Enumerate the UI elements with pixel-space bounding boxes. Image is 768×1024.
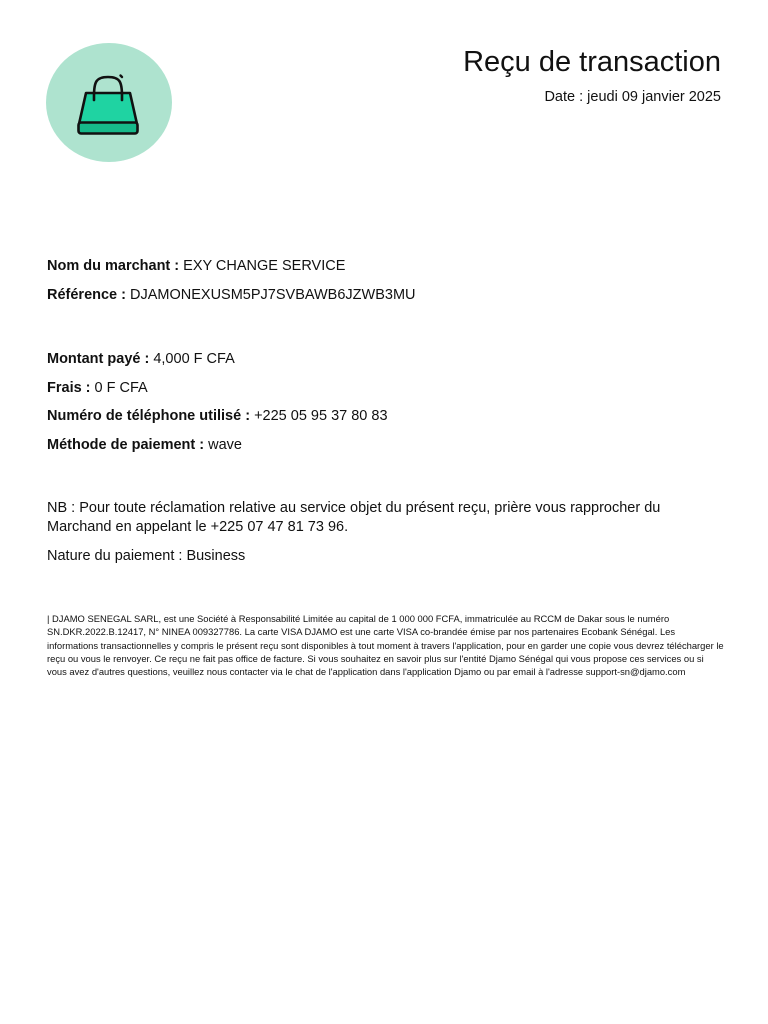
fees-row bbox=[47, 379, 727, 397]
payment-method-label: Méthode de paiement : bbox=[47, 436, 205, 453]
merchant-name-label: Nom du marchant : bbox=[47, 258, 180, 274]
fees-label: Frais : bbox=[47, 379, 91, 396]
fees-value: 0 F CFA bbox=[94, 379, 148, 396]
phone-row bbox=[47, 407, 727, 425]
logo bbox=[46, 43, 172, 162]
legal-notice: | DJAMO SENEGAL SARL, est une Société à Responsabilité Limitée au capital de 1 000 000 FCFA, immatriculée au RCCM de Dakar sous le numéro SN.DKR.2022.B.12417, N° NINEA 009327786. La carte VISA DJAMO est une carte VISA co-brandée émise par nos partenaires Ecobank Sénégal. Les informations transactionnelles y compris le présent reçu sont disponibles à tout moment à travers l'application, pour en garder une copie vous devrez télécharger le reçu ou vous le renvoyer. Ce reçu ne fait pas office de facture. Si vous souhaitez en savoir plus sur l'entité Djamo Sénégal qui vous propose ces services ou si vous avez d'autres questions, veuillez nous contacter via le chat de l'application dans l'application Djamo ou par email à l'adresse support-sn@djamo.com bbox=[47, 613, 724, 678]
phone-label: Numéro de téléphone utilisé : bbox=[47, 408, 251, 424]
receipt-date bbox=[463, 89, 721, 105]
payment-method-row bbox=[47, 436, 727, 454]
date-value: jeudi 09 janvier 2025 bbox=[587, 89, 721, 105]
reference-label: Référence : bbox=[47, 286, 126, 303]
amount-row bbox=[47, 350, 727, 368]
amount-label: Montant payé : bbox=[47, 351, 150, 367]
amount-value: 4,000 F CFA bbox=[153, 351, 235, 367]
date-label: Date : bbox=[544, 89, 584, 105]
merchant-name-value: EXY CHANGE SERVICE bbox=[183, 258, 346, 274]
claim-note: NB : Pour toute réclamation relative au service objet du présent reçu, prière vous rapprocher du Marchand en appelant le +225 07 47 81 73 96. bbox=[47, 500, 661, 535]
phone-value: +225 05 95 37 80 83 bbox=[254, 408, 388, 424]
page-title: Reçu de transaction bbox=[463, 46, 721, 78]
payment-method-value: wave bbox=[208, 436, 242, 453]
payment-nature: Nature du paiement : Business bbox=[47, 548, 246, 564]
receipt-header bbox=[463, 44, 721, 105]
transaction-details bbox=[47, 257, 727, 464]
reference-value: DJAMONEXUSM5PJ7SVBAWB6JZWB3MU bbox=[130, 286, 416, 303]
reference-row bbox=[47, 286, 727, 304]
merchant-name-row bbox=[47, 257, 727, 275]
section-spacer bbox=[47, 314, 727, 350]
